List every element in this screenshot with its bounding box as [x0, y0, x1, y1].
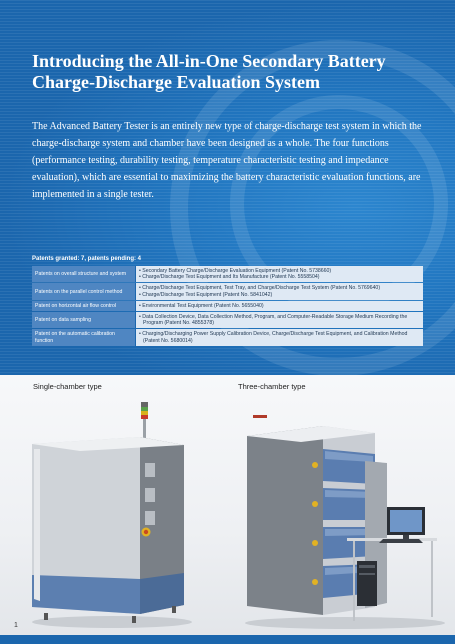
table-row: [32, 312, 423, 328]
product-photo-area: [0, 375, 455, 635]
patent-item: • Secondary Battery Charge/Discharge Evaluation Equipment (Patent No. 5738660): [139, 268, 332, 274]
single-chamber-caption: Single-chamber type: [33, 382, 102, 391]
patent-category: Patent on horizontal air flow control: [32, 301, 135, 311]
patent-item: • Data Collection Device, Data Collection Method, Program, and Computer-Readable Storage Medium Recording the Program (Patent No. 4855378): [139, 314, 408, 327]
patent-details: [135, 329, 423, 345]
patents-heading: Patents granted: 7, patents pending: 4: [32, 256, 142, 262]
bottom-bar: [0, 635, 455, 644]
patent-item: • Charging/Discharging Power Supply Calibration Device, Charge/Discharge Test Equipment, and Calibration Method (Patent No. 5680014): [139, 331, 408, 344]
table-row: [32, 301, 423, 311]
patent-item: • Charge/Discharge Test Equipment and Its Manufacture (Patent No. 5558504): [139, 274, 320, 281]
table-row: [32, 266, 423, 282]
page-title: [32, 51, 432, 93]
patent-details: [135, 266, 423, 282]
patent-table: [32, 265, 423, 347]
patent-item: • Environmental Test Equipment (Patent No. 5655040): [139, 302, 264, 309]
intro-paragraph: The Advanced Battery Tester is an entirely new type of charge-discharge test system in which the charge-discharge system and chamber have been designed as a whole. The four functions (performance testing, durability testing, temperature characteristic testing and impedance evaluation), which are essential to maximizing the battery characteristic evaluation functions, are implemented in a single tester.: [32, 121, 422, 200]
patent-item: • Charge/Discharge Test Equipment, Test Tray, and Charge/Discharge Test System (Patent No. 5769640): [139, 285, 381, 292]
patent-category: Patents on overall structure and system: [32, 266, 135, 282]
single-chamber-tester-image: [20, 393, 200, 633]
page-title-line-1: Introducing the All-in-One Secondary Battery: [32, 51, 386, 71]
page-title-line-2: Charge-Discharge Evaluation System: [32, 72, 320, 92]
table-row: [32, 283, 423, 299]
three-chamber-caption: Three-chamber type: [238, 382, 306, 391]
three-chamber-tester-image: [235, 393, 450, 633]
table-row: [32, 329, 423, 345]
patent-category: Patent on data sampling: [32, 312, 135, 328]
patent-category: Patent on the automatic calibration function: [32, 329, 135, 345]
page-number: 1: [14, 622, 18, 629]
patent-category: Patents on the parallel control method: [32, 283, 135, 299]
patent-details: [135, 301, 423, 311]
patent-details: [135, 312, 423, 328]
patent-item: • Charge/Discharge Test Equipment (Patent No. 5841042): [139, 291, 273, 298]
patent-details: [135, 283, 423, 299]
